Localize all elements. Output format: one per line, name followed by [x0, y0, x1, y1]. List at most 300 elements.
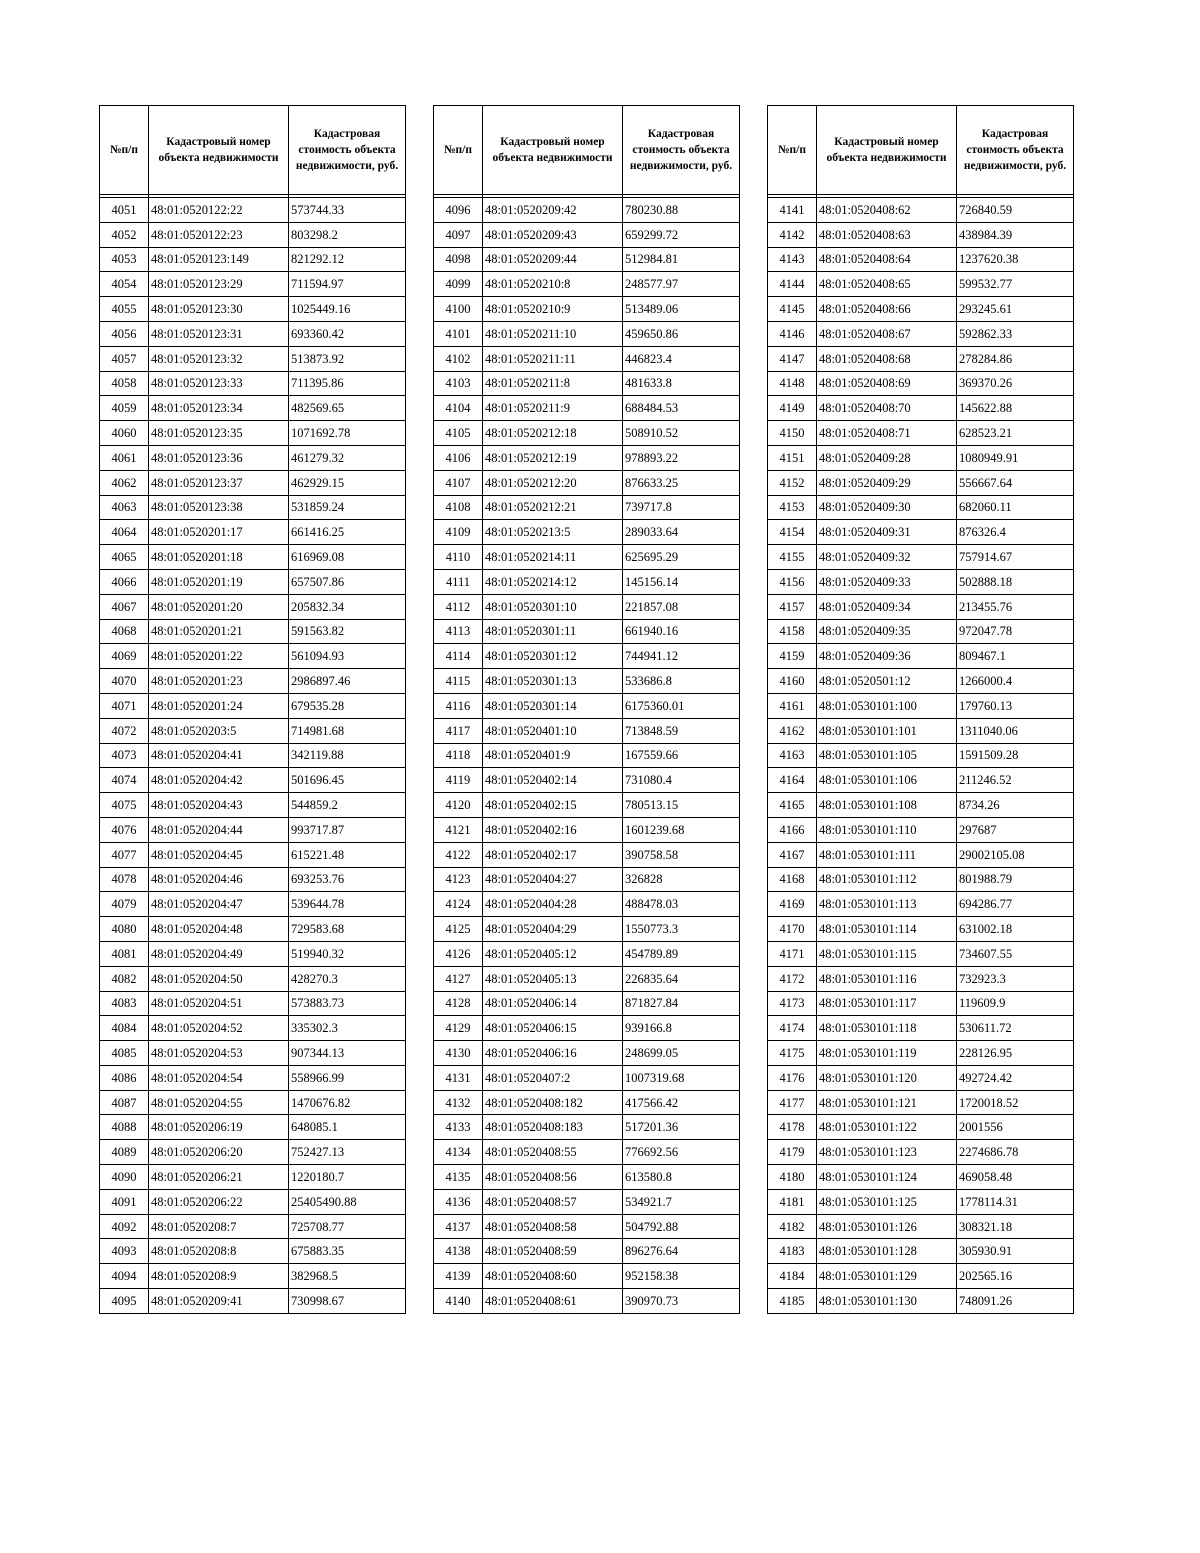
cadastral-value: 591563.82: [289, 619, 406, 644]
table-row: [768, 495, 1074, 520]
table-row: [434, 669, 740, 694]
row-number: 4161: [768, 693, 817, 718]
cadastral-value: 502888.18: [957, 569, 1074, 594]
table-row: [434, 917, 740, 942]
row-number: 4088: [100, 1115, 149, 1140]
cadastral-value: 213455.76: [957, 594, 1074, 619]
table-row: [100, 793, 406, 818]
cadastral-value: 342119.88: [289, 743, 406, 768]
cadastral-value: 119609.9: [957, 991, 1074, 1016]
cadastral-number: 48:01:0530101:111: [817, 842, 957, 867]
cadastral-value: 29002105.08: [957, 842, 1074, 867]
row-number: 4158: [768, 619, 817, 644]
cadastral-number: 48:01:0520201:23: [149, 669, 289, 694]
cadastral-value: 1025449.16: [289, 297, 406, 322]
cadastral-value: 821292.12: [289, 247, 406, 272]
row-number: 4120: [434, 793, 483, 818]
table-row: [434, 445, 740, 470]
table-row: [434, 1016, 740, 1041]
table-row: [434, 1189, 740, 1214]
table-row: [100, 569, 406, 594]
cadastral-number: 48:01:0520405:12: [483, 941, 623, 966]
cadastral-number: 48:01:0520201:17: [149, 520, 289, 545]
cadastral-value: 417566.42: [623, 1090, 740, 1115]
table-row: [768, 396, 1074, 421]
row-number: 4126: [434, 941, 483, 966]
row-number: 4104: [434, 396, 483, 421]
cadastral-value: 1550773.3: [623, 917, 740, 942]
table-row: [434, 842, 740, 867]
table-row: [100, 371, 406, 396]
row-number: 4170: [768, 917, 817, 942]
cadastral-value: 305930.91: [957, 1239, 1074, 1264]
row-number: 4142: [768, 222, 817, 247]
row-number: 4103: [434, 371, 483, 396]
cadastral-value: 939166.8: [623, 1016, 740, 1041]
table-row: [434, 371, 740, 396]
cadastral-number: 48:01:0520204:46: [149, 867, 289, 892]
cadastral-value: 459650.86: [623, 321, 740, 346]
row-number: 4146: [768, 321, 817, 346]
cadastral-number: 48:01:0520204:49: [149, 941, 289, 966]
table-row: [100, 718, 406, 743]
table-row: [100, 619, 406, 644]
cadastral-value: 625695.29: [623, 545, 740, 570]
cadastral-value: 1237620.38: [957, 247, 1074, 272]
row-number: 4168: [768, 867, 817, 892]
row-number: 4157: [768, 594, 817, 619]
table-row: [434, 520, 740, 545]
cadastral-number: 48:01:0520201:22: [149, 644, 289, 669]
cadastral-value: 289033.64: [623, 520, 740, 545]
cadastral-number: 48:01:0520209:44: [483, 247, 623, 272]
row-number: 4160: [768, 669, 817, 694]
table-row: [768, 569, 1074, 594]
cadastral-value: 469058.48: [957, 1165, 1074, 1190]
table-row: [100, 1165, 406, 1190]
row-number: 4083: [100, 991, 149, 1016]
cadastral-value: 1220180.7: [289, 1165, 406, 1190]
cadastral-number: 48:01:0520402:16: [483, 817, 623, 842]
table-row: [768, 421, 1074, 446]
table-row: [434, 396, 740, 421]
header-value: Кадастровая стоимость объекта недвижимости, руб.: [957, 106, 1074, 195]
row-number: 4179: [768, 1140, 817, 1165]
cadastral-value: 1470676.82: [289, 1090, 406, 1115]
row-number: 4118: [434, 743, 483, 768]
cadastral-number: 48:01:0520123:36: [149, 445, 289, 470]
cadastral-value: 757914.67: [957, 545, 1074, 570]
table-row: [768, 346, 1074, 371]
cadastral-value: 539644.78: [289, 892, 406, 917]
cadastral-number: 48:01:0520123:30: [149, 297, 289, 322]
row-number: 4123: [434, 867, 483, 892]
cadastral-number: 48:01:0520204:45: [149, 842, 289, 867]
table-row: [100, 594, 406, 619]
cadastral-number: 48:01:0520206:20: [149, 1140, 289, 1165]
row-number: 4107: [434, 470, 483, 495]
cadastral-number: 48:01:0520123:31: [149, 321, 289, 346]
row-number: 4080: [100, 917, 149, 942]
cadastral-number: 48:01:0530101:125: [817, 1189, 957, 1214]
table-row: [434, 569, 740, 594]
cadastral-value: 780230.88: [623, 198, 740, 223]
table-row: [100, 941, 406, 966]
row-number: 4185: [768, 1289, 817, 1314]
cadastral-value: 226835.64: [623, 966, 740, 991]
cadastral-number: 48:01:0520211:10: [483, 321, 623, 346]
row-number: 4067: [100, 594, 149, 619]
table-row: [434, 1239, 740, 1264]
cadastral-value: 739717.8: [623, 495, 740, 520]
row-number: 4077: [100, 842, 149, 867]
row-number: 4053: [100, 247, 149, 272]
cadastral-number: 48:01:0520122:22: [149, 198, 289, 223]
row-number: 4098: [434, 247, 483, 272]
cadastral-value: 1311040.06: [957, 718, 1074, 743]
row-number: 4162: [768, 718, 817, 743]
cadastral-number: 48:01:0530101:120: [817, 1065, 957, 1090]
row-number: 4111: [434, 569, 483, 594]
table-row: [434, 321, 740, 346]
cadastral-value: 488478.03: [623, 892, 740, 917]
cadastral-number: 48:01:0520409:30: [817, 495, 957, 520]
table-row: [434, 966, 740, 991]
cadastral-value: 1007319.68: [623, 1065, 740, 1090]
row-number: 4151: [768, 445, 817, 470]
row-number: 4101: [434, 321, 483, 346]
cadastral-number: 48:01:0520408:59: [483, 1239, 623, 1264]
table-row: [100, 1041, 406, 1066]
cadastral-value: 907344.13: [289, 1041, 406, 1066]
table-row: [100, 297, 406, 322]
cadastral-value: 221857.08: [623, 594, 740, 619]
cadastral-value: 688484.53: [623, 396, 740, 421]
cadastral-value: 454789.89: [623, 941, 740, 966]
cadastral-value: 776692.56: [623, 1140, 740, 1165]
cadastral-number: 48:01:0520409:34: [817, 594, 957, 619]
table-row: [100, 867, 406, 892]
cadastral-number: 48:01:0520208:7: [149, 1214, 289, 1239]
cadastral-number: 48:01:0530101:105: [817, 743, 957, 768]
table-row: [768, 842, 1074, 867]
cadastral-number: 48:01:0520204:51: [149, 991, 289, 1016]
cadastral-number: 48:01:0520204:55: [149, 1090, 289, 1115]
cadastral-number: 48:01:0530101:110: [817, 817, 957, 842]
table-row: [434, 1140, 740, 1165]
cadastral-value: 533686.8: [623, 669, 740, 694]
table-row: [768, 1214, 1074, 1239]
row-number: 4086: [100, 1065, 149, 1090]
table-row: [768, 693, 1074, 718]
header-value: Кадастровая стоимость объекта недвижимости, руб.: [289, 106, 406, 195]
cadastral-number: 48:01:0520402:17: [483, 842, 623, 867]
cadastral-number: 48:01:0520408:64: [817, 247, 957, 272]
cadastral-number: 48:01:0520123:149: [149, 247, 289, 272]
table-row: [768, 1090, 1074, 1115]
cadastral-number: 48:01:0520210:8: [483, 272, 623, 297]
cadastral-number: 48:01:0520301:12: [483, 644, 623, 669]
cadastral-value: 517201.36: [623, 1115, 740, 1140]
cadastral-value: 293245.61: [957, 297, 1074, 322]
row-number: 4106: [434, 445, 483, 470]
cadastral-value: 1266000.4: [957, 669, 1074, 694]
table-row: [434, 1090, 740, 1115]
table-row: [100, 520, 406, 545]
row-number: 4140: [434, 1289, 483, 1314]
cadastral-value: 513873.92: [289, 346, 406, 371]
row-number: 4154: [768, 520, 817, 545]
table-row: [100, 198, 406, 223]
cadastral-value: 25405490.88: [289, 1189, 406, 1214]
row-number: 4117: [434, 718, 483, 743]
table-row: [100, 445, 406, 470]
cadastral-number: 48:01:0520408:62: [817, 198, 957, 223]
row-number: 4065: [100, 545, 149, 570]
cadastral-number: 48:01:0520408:70: [817, 396, 957, 421]
table-row: [100, 1239, 406, 1264]
table-row: [100, 321, 406, 346]
cadastral-table-2: [433, 105, 740, 1314]
cadastral-value: 613580.8: [623, 1165, 740, 1190]
table-row: [768, 520, 1074, 545]
cadastral-value: 558966.99: [289, 1065, 406, 1090]
cadastral-number: 48:01:0520209:43: [483, 222, 623, 247]
cadastral-value: 202565.16: [957, 1264, 1074, 1289]
row-number: 4102: [434, 346, 483, 371]
cadastral-value: 481633.8: [623, 371, 740, 396]
table-row: [100, 743, 406, 768]
table-row: [100, 991, 406, 1016]
cadastral-number: 48:01:0520409:28: [817, 445, 957, 470]
row-number: 4069: [100, 644, 149, 669]
table-row: [434, 495, 740, 520]
cadastral-number: 48:01:0520208:9: [149, 1264, 289, 1289]
table-row: [768, 644, 1074, 669]
cadastral-number: 48:01:0520301:10: [483, 594, 623, 619]
row-number: 4143: [768, 247, 817, 272]
cadastral-value: 278284.86: [957, 346, 1074, 371]
cadastral-number: 48:01:0530101:112: [817, 867, 957, 892]
row-number: 4113: [434, 619, 483, 644]
cadastral-number: 48:01:0520409:33: [817, 569, 957, 594]
table-row: [434, 1065, 740, 1090]
cadastral-number: 48:01:0520206:19: [149, 1115, 289, 1140]
cadastral-number: 48:01:0520408:56: [483, 1165, 623, 1190]
row-number: 4093: [100, 1239, 149, 1264]
cadastral-value: 573744.33: [289, 198, 406, 223]
cadastral-number: 48:01:0520401:10: [483, 718, 623, 743]
table-row: [768, 1065, 1074, 1090]
cadastral-number: 48:01:0520204:41: [149, 743, 289, 768]
header-cadnum: Кадастровый номер объекта недвижимости: [817, 106, 957, 195]
table-row: [768, 371, 1074, 396]
table-row: [768, 1041, 1074, 1066]
row-number: 4128: [434, 991, 483, 1016]
cadastral-number: 48:01:0530101:101: [817, 718, 957, 743]
cadastral-number: 48:01:0520404:29: [483, 917, 623, 942]
cadastral-number: 48:01:0520201:19: [149, 569, 289, 594]
cadastral-value: 693253.76: [289, 867, 406, 892]
cadastral-value: 748091.26: [957, 1289, 1074, 1314]
cadastral-value: 592862.33: [957, 321, 1074, 346]
row-number: 4178: [768, 1115, 817, 1140]
cadastral-number: 48:01:0520201:24: [149, 693, 289, 718]
row-number: 4165: [768, 793, 817, 818]
row-number: 4095: [100, 1289, 149, 1314]
cadastral-number: 48:01:0520210:9: [483, 297, 623, 322]
cadastral-number: 48:01:0520123:29: [149, 272, 289, 297]
cadastral-value: 1778114.31: [957, 1189, 1074, 1214]
cadastral-value: 809467.1: [957, 644, 1074, 669]
row-number: 4132: [434, 1090, 483, 1115]
cadastral-number: 48:01:0520204:42: [149, 768, 289, 793]
row-number: 4112: [434, 594, 483, 619]
cadastral-number: 48:01:0520212:21: [483, 495, 623, 520]
row-number: 4145: [768, 297, 817, 322]
cadastral-value: 167559.66: [623, 743, 740, 768]
cadastral-table-1: [99, 105, 406, 1314]
row-number: 4081: [100, 941, 149, 966]
cadastral-number: 48:01:0520408:57: [483, 1189, 623, 1214]
row-number: 4127: [434, 966, 483, 991]
cadastral-value: 752427.13: [289, 1140, 406, 1165]
table-row: [100, 644, 406, 669]
cadastral-value: 657507.86: [289, 569, 406, 594]
cadastral-number: 48:01:0530101:129: [817, 1264, 957, 1289]
table-row: [434, 346, 740, 371]
cadastral-number: 48:01:0520213:5: [483, 520, 623, 545]
table-row: [434, 297, 740, 322]
table-row: [768, 718, 1074, 743]
row-number: 4058: [100, 371, 149, 396]
cadastral-value: 1591509.28: [957, 743, 1074, 768]
cadastral-number: 48:01:0520204:48: [149, 917, 289, 942]
header-num: №п/п: [434, 106, 483, 195]
row-number: 4073: [100, 743, 149, 768]
cadastral-table-3: [767, 105, 1074, 1314]
cadastral-number: 48:01:0520408:63: [817, 222, 957, 247]
cadastral-value: 248699.05: [623, 1041, 740, 1066]
table-row: [768, 1016, 1074, 1041]
cadastral-number: 48:01:0520212:18: [483, 421, 623, 446]
table-row: [768, 892, 1074, 917]
row-number: 4173: [768, 991, 817, 1016]
row-number: 4096: [434, 198, 483, 223]
cadastral-number: 48:01:0520211:9: [483, 396, 623, 421]
table-row: [768, 941, 1074, 966]
cadastral-number: 48:01:0520214:11: [483, 545, 623, 570]
cadastral-number: 48:01:0520201:21: [149, 619, 289, 644]
cadastral-value: 461279.32: [289, 445, 406, 470]
table-row: [768, 793, 1074, 818]
row-number: 4110: [434, 545, 483, 570]
cadastral-number: 48:01:0520123:37: [149, 470, 289, 495]
table-row: [434, 644, 740, 669]
cadastral-number: 48:01:0520404:27: [483, 867, 623, 892]
row-number: 4076: [100, 817, 149, 842]
table-row: [768, 594, 1074, 619]
table-row: [100, 669, 406, 694]
cadastral-value: 675883.35: [289, 1239, 406, 1264]
cadastral-value: 390970.73: [623, 1289, 740, 1314]
table-row: [768, 198, 1074, 223]
row-number: 4121: [434, 817, 483, 842]
cadastral-value: 661940.16: [623, 619, 740, 644]
row-number: 4115: [434, 669, 483, 694]
cadastral-number: 48:01:0520211:11: [483, 346, 623, 371]
cadastral-number: 48:01:0520406:16: [483, 1041, 623, 1066]
cadastral-value: 1071692.78: [289, 421, 406, 446]
cadastral-value: 679535.28: [289, 693, 406, 718]
cadastral-number: 48:01:0520501:12: [817, 669, 957, 694]
table-row: [768, 1289, 1074, 1314]
cadastral-value: 952158.38: [623, 1264, 740, 1289]
row-number: 4139: [434, 1264, 483, 1289]
table-row: [768, 545, 1074, 570]
cadastral-number: 48:01:0520204:52: [149, 1016, 289, 1041]
cadastral-number: 48:01:0520409:29: [817, 470, 957, 495]
table-row: [434, 619, 740, 644]
row-number: 4134: [434, 1140, 483, 1165]
row-number: 4100: [434, 297, 483, 322]
cadastral-value: 616969.08: [289, 545, 406, 570]
table-row: [100, 1065, 406, 1090]
cadastral-value: 713848.59: [623, 718, 740, 743]
cadastral-number: 48:01:0520407:2: [483, 1065, 623, 1090]
row-number: 4152: [768, 470, 817, 495]
row-number: 4155: [768, 545, 817, 570]
cadastral-number: 48:01:0520206:22: [149, 1189, 289, 1214]
cadastral-value: 714981.68: [289, 718, 406, 743]
table-row: [100, 272, 406, 297]
cadastral-number: 48:01:0530101:114: [817, 917, 957, 942]
row-number: 4131: [434, 1065, 483, 1090]
cadastral-value: 556667.64: [957, 470, 1074, 495]
table-row: [768, 669, 1074, 694]
header-cadnum: Кадастровый номер объекта недвижимости: [483, 106, 623, 195]
row-number: 4074: [100, 768, 149, 793]
table-row: [768, 966, 1074, 991]
table-row: [434, 768, 740, 793]
row-number: 4138: [434, 1239, 483, 1264]
cadastral-value: 492724.42: [957, 1065, 1074, 1090]
row-number: 4122: [434, 842, 483, 867]
row-number: 4108: [434, 495, 483, 520]
cadastral-number: 48:01:0520401:9: [483, 743, 623, 768]
row-number: 4079: [100, 892, 149, 917]
cadastral-value: 211246.52: [957, 768, 1074, 793]
row-number: 4054: [100, 272, 149, 297]
row-number: 4147: [768, 346, 817, 371]
cadastral-number: 48:01:0520404:28: [483, 892, 623, 917]
header-cadnum: Кадастровый номер объекта недвижимости: [149, 106, 289, 195]
cadastral-value: 731080.4: [623, 768, 740, 793]
table-row: [434, 817, 740, 842]
row-number: 4068: [100, 619, 149, 644]
cadastral-value: 615221.48: [289, 842, 406, 867]
header-value: Кадастровая стоимость объекта недвижимости, руб.: [623, 106, 740, 195]
row-number: 4084: [100, 1016, 149, 1041]
row-number: 4148: [768, 371, 817, 396]
table-row: [768, 272, 1074, 297]
table-row: [434, 198, 740, 223]
cadastral-value: 508910.52: [623, 421, 740, 446]
cadastral-number: 48:01:0530101:130: [817, 1289, 957, 1314]
cadastral-number: 48:01:0520123:33: [149, 371, 289, 396]
table-row: [768, 917, 1074, 942]
cadastral-number: 48:01:0520208:8: [149, 1239, 289, 1264]
